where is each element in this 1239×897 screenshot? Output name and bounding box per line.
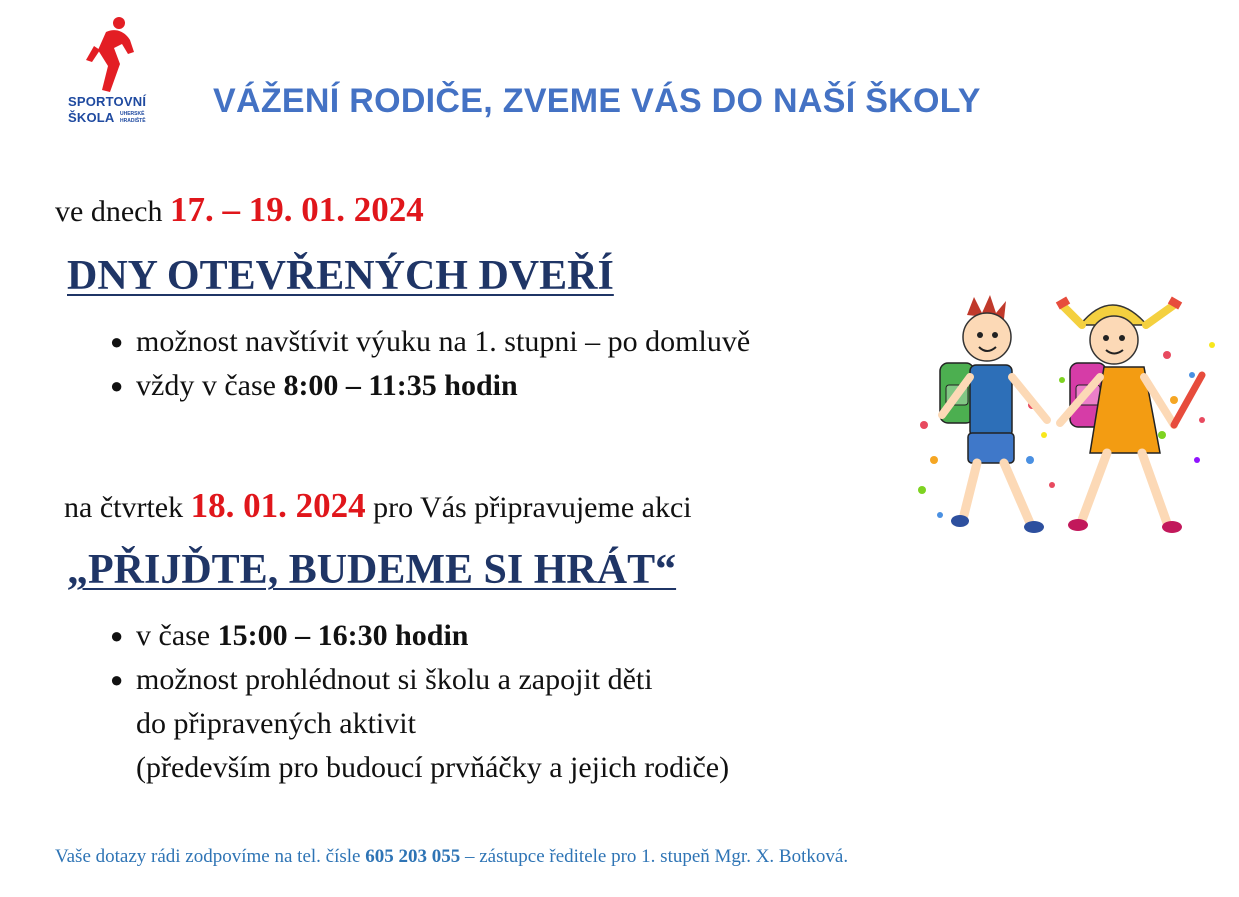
list-item: ● možnost navštívit výuku na 1. stupni – po domluvě xyxy=(108,320,750,364)
play-event-title: „PŘIJĎTE, BUDEME SI HRÁT“ xyxy=(67,547,677,593)
list-item: ● možnost prohlédnout si školu a zapojit děti do připravených aktivit (především pro budoucí prvňáčky a jejich rodiče) xyxy=(108,658,729,790)
play-event-date-line: na čtvrtek 18. 01. 2024 pro Vás připravujeme akci xyxy=(64,486,692,525)
logo-text-uherske: UHERSKÉ xyxy=(120,111,145,117)
logo-text-sportovni: SPORTOVNÍ xyxy=(68,94,147,109)
open-days-prefix: ve dnech xyxy=(55,195,170,228)
open-days-list xyxy=(108,320,750,408)
runner-figure-icon xyxy=(62,14,172,94)
page-headline: VÁŽENÍ RODIČE, ZVEME VÁS DO NAŠÍ ŠKOLY xyxy=(213,82,981,120)
open-days-date-line xyxy=(55,190,424,230)
bullet-icon: ● xyxy=(110,373,124,398)
school-logo xyxy=(62,14,172,129)
girl-figure xyxy=(1056,297,1202,533)
open-days-title: DNY OTEVŘENÝCH DVEŘÍ xyxy=(67,253,614,299)
boy-figure xyxy=(940,295,1047,533)
bullet-icon: ● xyxy=(110,623,124,648)
list-item: ● vždy v čase 8:00 – 11:35 hodin xyxy=(108,364,750,408)
logo-text-hradiste: HRADIŠTĚ xyxy=(120,118,146,124)
open-days-date: 17. – 19. 01. 2024 xyxy=(169,190,424,229)
list-item: ● v čase 15:00 – 16:30 hodin xyxy=(108,614,729,658)
bullet-icon: ● xyxy=(110,329,124,354)
phone-number: 605 203 055 xyxy=(365,846,461,867)
play-event-list xyxy=(108,614,729,790)
play-event-date: 18. 01. 2024 xyxy=(190,486,366,525)
contact-footer: Vaše dotazy rádi zodpovíme na tel. čísle 605 203 055 – zástupce ředitele pro 1. stupeň Mgr. X. Botková. xyxy=(55,846,849,867)
children-with-backpacks-illustration xyxy=(912,285,1227,550)
bullet-icon: ● xyxy=(110,667,124,692)
logo-text-skola: ŠKOLA xyxy=(68,110,115,125)
